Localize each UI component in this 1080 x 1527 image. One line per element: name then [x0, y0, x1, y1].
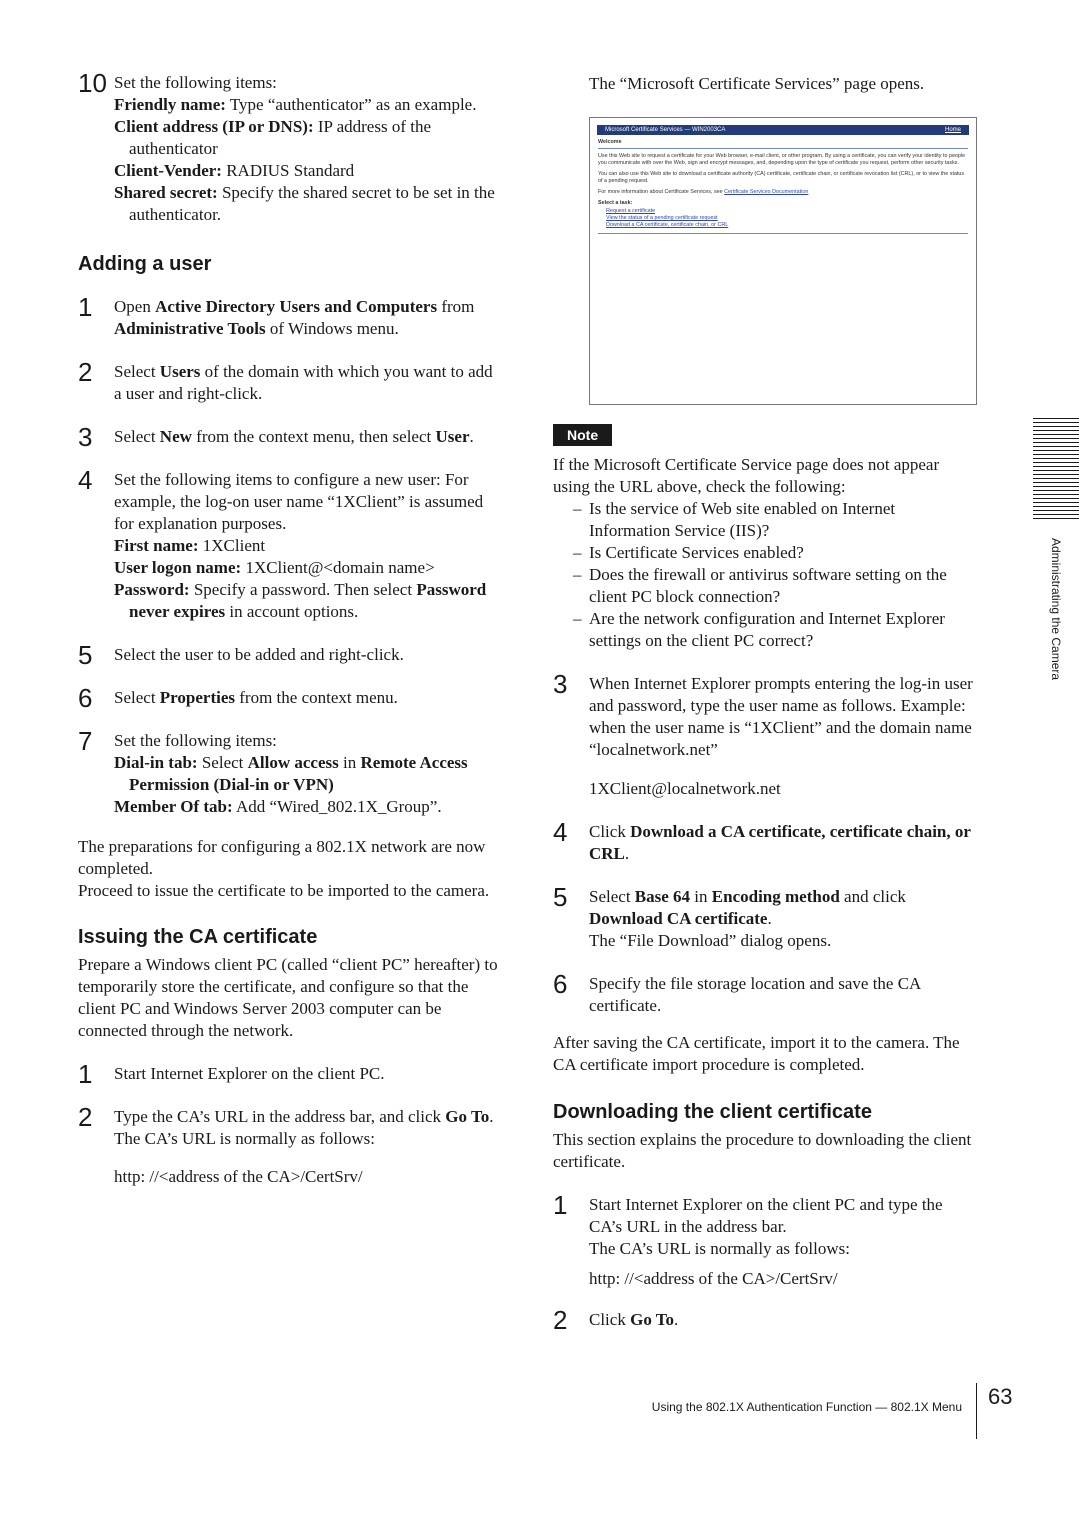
- body-paragraph: This section explains the procedure to downloading the client certificate.: [553, 1130, 972, 1171]
- step-number: 1: [78, 1059, 93, 1089]
- footer-title: Using the 802.1X Authentication Function — 802.1X Menu: [651, 1400, 962, 1414]
- screenshot-paragraph: Use this Web site to request a certificate for your Web browser, e-mail client, or other program. By using a certificate, you can verify your identity to people you communicate with over the Web, sign and encrypt messages, and, depending upon the type of certificate you request, perform other security tasks.: [598, 153, 966, 166]
- step-number: 2: [78, 1102, 93, 1132]
- step-number: 4: [553, 817, 568, 847]
- step-number: 1: [553, 1190, 568, 1220]
- step-number: 3: [553, 669, 568, 699]
- ca-url: http: //<address of the CA>/CertSrv/: [114, 1167, 363, 1186]
- step-number: 5: [553, 882, 568, 912]
- page-opens-text: The “Microsoft Certificate Services” page opens.: [589, 74, 925, 93]
- setting-client-vender: Client-Vender: RADIUS Standard: [114, 161, 355, 180]
- step-4: [553, 817, 978, 865]
- note-tag: Note: [553, 424, 612, 446]
- step-2: [78, 357, 498, 405]
- step-number: 10: [78, 68, 107, 98]
- step-3: [553, 669, 978, 800]
- step-text: Select Base 64 in Encoding method and click Download CA certificate.: [589, 887, 906, 928]
- screenshot-paragraph: You can also use this Web site to download a certificate authority (CA) certificate, certificate chain, or certificate revocation list (CRL), or to view the status of a pending request.: [598, 171, 965, 184]
- step-text: Select Users of the domain with which you want to add a user and right-click.: [114, 362, 493, 403]
- step-2: [78, 1102, 498, 1188]
- setting-dial-in-tab: Dial-in tab: Select Allow access in Remote Access Permission (Dial-in or VPN): [114, 753, 468, 794]
- section-heading-adding-user: Adding a user: [78, 253, 212, 275]
- setting-logon-name: User logon name: 1XClient@<domain name>: [114, 558, 435, 577]
- step-number: 4: [78, 465, 93, 495]
- screenshot-welcome: Welcome: [598, 139, 622, 145]
- step-number: 2: [553, 1305, 568, 1335]
- chapter-tab-label: Administrating the Camera: [1049, 538, 1063, 681]
- setting-password: Password: Specify a password. Then select Password never expires in account options.: [114, 580, 487, 621]
- step-number: 3: [78, 422, 93, 452]
- step-text: Set the following items:: [114, 73, 277, 92]
- setting-first-name: First name: 1XClient: [114, 536, 266, 555]
- right-column-lower: [553, 424, 978, 1335]
- body-paragraph: The preparations for configuring a 802.1X network are now completed.: [78, 837, 486, 878]
- note-paragraph: If the Microsoft Certificate Service page does not appear using the URL above, check the following:: [553, 455, 940, 496]
- check-item: – Is the service of Web site enabled on Internet Information Service (IIS)?: [553, 498, 978, 542]
- step-number: 5: [78, 640, 93, 670]
- step-text: When Internet Explorer prompts entering the log-in user and password, type the user name as follows. Example: when the user name is “1XClient” and the domain name “localnetwork.net”: [589, 674, 973, 759]
- setting-friendly-name: Friendly name: Type “authenticator” as an example.: [114, 95, 477, 114]
- step-4: [78, 465, 498, 623]
- setting-client-address: Client address (IP or DNS): IP address of the authenticator: [114, 117, 432, 158]
- step-5: [553, 882, 978, 952]
- page-number: 63: [988, 1384, 1013, 1409]
- section-heading-downloading-client: Downloading the client certificate: [553, 1101, 872, 1123]
- step-3: [78, 422, 498, 452]
- screenshot-body: [590, 135, 976, 242]
- step-text: Start Internet Explorer on the client PC and type the CA’s URL in the address bar.: [589, 1195, 943, 1236]
- step-1: [78, 1059, 498, 1089]
- step-5: [78, 640, 498, 670]
- screenshot-task-label: Select a task:: [598, 200, 633, 206]
- body-paragraph: After saving the CA certificate, import it to the camera. The CA certificate import procedure is completed.: [553, 1033, 960, 1074]
- step-number: 6: [78, 683, 93, 713]
- step-note: The CA’s URL is normally as follows:: [114, 1129, 375, 1148]
- ca-url: http: //<address of the CA>/CertSrv/: [589, 1269, 838, 1288]
- left-column: [78, 64, 498, 1188]
- screenshot-title-bar: [597, 125, 969, 135]
- step-text: Type the CA’s URL in the address bar, and click Go To.: [114, 1107, 494, 1126]
- login-example: 1XClient@localnetwork.net: [589, 779, 781, 798]
- step-text: Open Active Directory Users and Computers from Administrative Tools of Windows menu.: [114, 297, 475, 338]
- check-item: – Are the network configuration and Internet Explorer settings on the client PC correct?: [553, 608, 978, 652]
- setting-shared-secret: Shared secret: Specify the shared secret to be set in the authenticator.: [114, 183, 495, 224]
- step-text: Set the following items:: [114, 731, 277, 750]
- step-number: 6: [553, 969, 568, 999]
- step-2: [553, 1305, 978, 1335]
- step-text: Click Go To.: [589, 1310, 679, 1329]
- check-item: – Does the firewall or antivirus software setting on the client PC block connection?: [553, 564, 978, 608]
- step-text: Start Internet Explorer on the client PC.: [114, 1064, 385, 1083]
- screenshot-home-link: Home: [944, 127, 961, 133]
- screenshot-paragraph: For more information about Certificate Services, see Certificate Services Documentation: [598, 189, 809, 195]
- step-10: [78, 68, 498, 226]
- step-text: Set the following items to configure a new user: For example, the log-on user name “1XClient” is assumed for explanation purposes.: [114, 470, 484, 533]
- section-heading-issuing-ca: Issuing the CA certificate: [78, 926, 318, 948]
- right-column: [553, 64, 978, 95]
- screenshot-task-link: View the status of a pending certificate request: [606, 215, 718, 221]
- body-paragraph: Prepare a Windows client PC (called “client PC” hereafter) to temporarily store the certificate, and configure so that the client PC and Windows Server 2003 computer can be connected through the network.: [78, 955, 498, 1040]
- step-text: Select New from the context menu, then select User.: [114, 427, 474, 446]
- step-6: [78, 683, 498, 713]
- step-7: [78, 726, 498, 818]
- step-text: Select the user to be added and right-click.: [114, 645, 404, 664]
- body-paragraph: Proceed to issue the certificate to be imported to the camera.: [78, 881, 490, 900]
- footer-divider: [976, 1383, 977, 1439]
- screenshot-title: Microsoft Certificate Services — WIN2003CA: [605, 127, 726, 133]
- step-number: 7: [78, 726, 93, 756]
- step-note: The CA’s URL is normally as follows:: [589, 1239, 850, 1258]
- step-1: [78, 292, 498, 340]
- chapter-tab-hatch: [1033, 418, 1079, 522]
- certificate-services-screenshot: [589, 117, 977, 405]
- step-text: Specify the file storage location and save the CA certificate.: [589, 974, 921, 1015]
- step-number: 1: [78, 292, 93, 322]
- step-note: The “File Download” dialog opens.: [589, 931, 832, 950]
- step-6: [553, 969, 978, 1017]
- screenshot-task-link: Request a certificate: [606, 208, 656, 214]
- step-number: 2: [78, 357, 93, 387]
- step-text: Click Download a CA certificate, certificate chain, or CRL.: [589, 822, 971, 863]
- check-item: – Is Certificate Services enabled?: [553, 542, 978, 564]
- screenshot-task-link: Download a CA certificate, certificate chain, or CRL: [606, 222, 729, 228]
- setting-member-of-tab: Member Of tab: Add “Wired_802.1X_Group”.: [114, 797, 442, 816]
- step-text: Select Properties from the context menu.: [114, 688, 398, 707]
- step-1: [553, 1190, 978, 1290]
